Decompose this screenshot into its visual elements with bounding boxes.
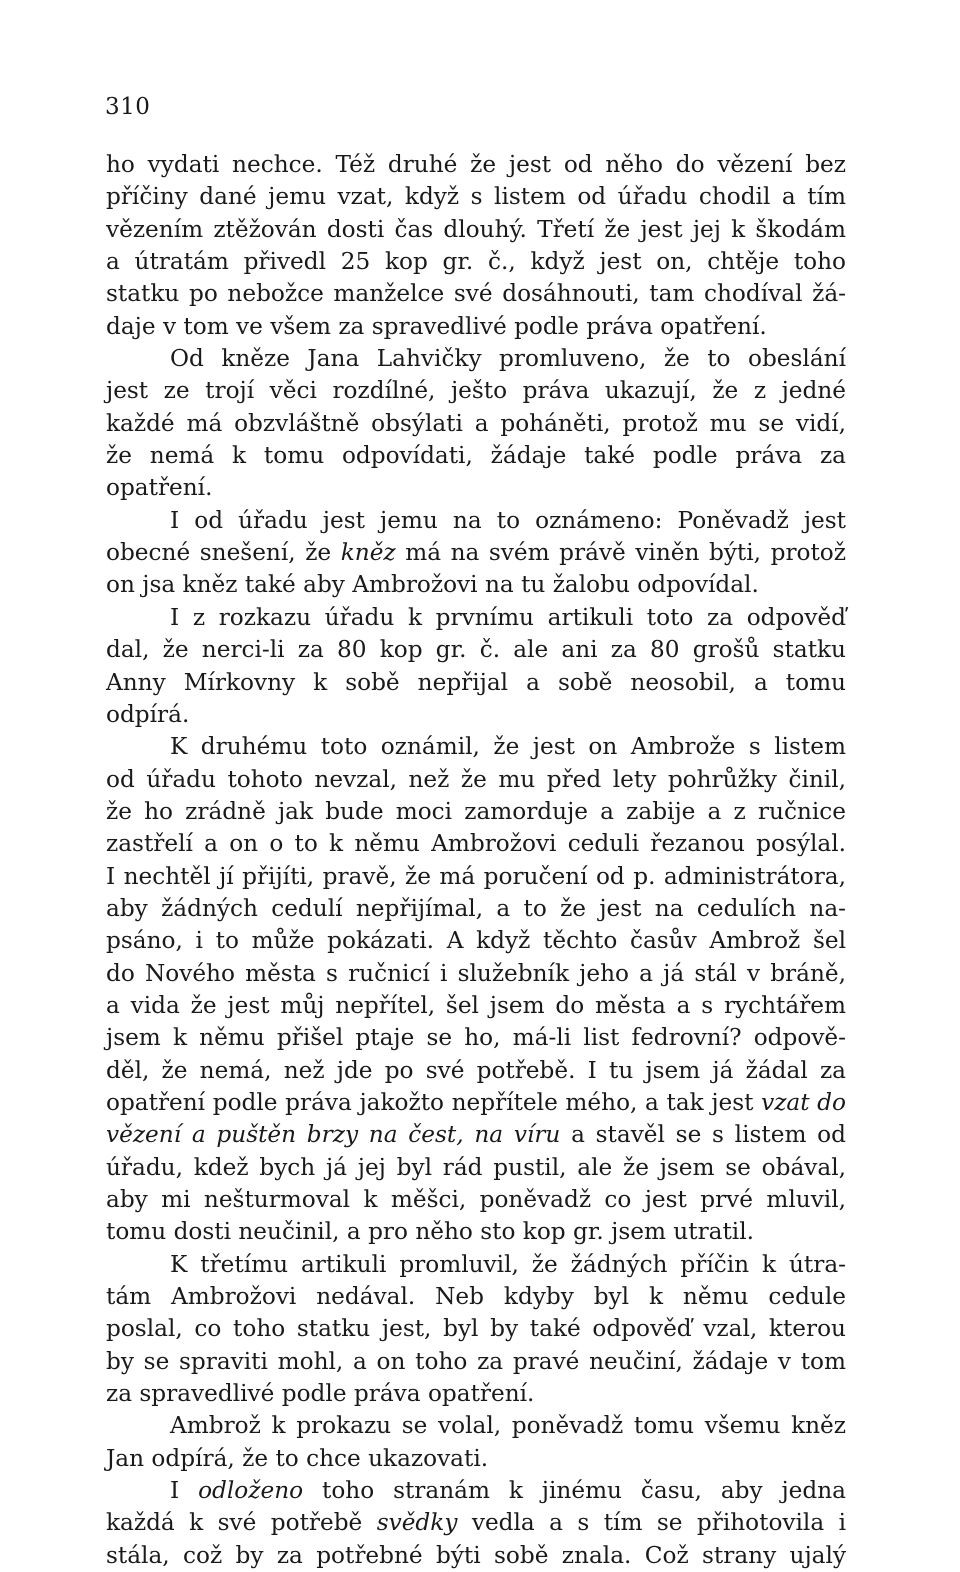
line-text: by se spraviti mohl, a on toho za pravé neučiní, žádaje v tom (106, 1347, 846, 1375)
text-line (106, 311, 846, 343)
emphasis: svědky (376, 1509, 458, 1537)
text-line (106, 958, 846, 990)
text-line (106, 1281, 846, 1313)
text-line (106, 1507, 846, 1539)
line-text: psáno, i to může pokázati. A když těchto časův Ambrož šel (106, 927, 846, 955)
text-line (106, 505, 846, 537)
line-text: vězením ztěžován dosti čas dlouhý. Třetí že jest jej k škodám (106, 215, 846, 243)
line-text: statku po nebožce manželce své dosáhnouti, tam chodíval žá- (106, 280, 846, 308)
text-line (106, 1313, 846, 1345)
text-line (106, 149, 846, 181)
line-text: I z rozkazu úřadu k prvnímu artikuli toto za odpověď (170, 603, 846, 631)
text-line (106, 1022, 846, 1054)
line-text: obecné snešení, že kněz má na svém právě viněn býti, protož (106, 539, 846, 567)
line-text: tomu dosti neučinil, a pro něho sto kop gr. jsem utratil. (106, 1218, 754, 1246)
line-text: K druhému toto oznámil, že jest on Ambrože s listem (170, 733, 846, 761)
line-text: a útratám přivedl 25 kop gr. č., když jest on, chtěje toho (106, 248, 846, 276)
line-text: aby žádných cedulí nepřijímal, a to že jest na cedulích na- (106, 894, 846, 922)
text-line (106, 699, 846, 731)
emphasis: vězení a puštěn brzy na čest, na víru (106, 1121, 561, 1149)
line-text: a vida že jest můj nepřítel, šel jsem do města a s rychtářem (106, 991, 846, 1019)
line-text: tám Ambrožovi nedával. Neb kdyby byl k němu cedule (106, 1283, 846, 1311)
text-line (106, 990, 846, 1022)
text-line (106, 861, 846, 893)
line-text: dal, že nerci-li za 80 kop gr. č. ale ani za 80 grošů statku (106, 636, 846, 664)
text-line (106, 634, 846, 666)
text-line (106, 1249, 846, 1281)
line-text: Jan odpírá, že to chce ukazovati. (106, 1444, 489, 1472)
line-text: ho vydati nechce. Též druhé že jest od něho do vězení bez (106, 151, 846, 178)
line-text: Od kněze Jana Lahvičky promluveno, že to obeslání (170, 345, 846, 373)
text-line (106, 1152, 846, 1184)
line-text: poslal, co toho statku jest, byl by také odpověď vzal, kterou (106, 1315, 846, 1343)
text-line (106, 1540, 846, 1572)
line-text: úřadu, kdež bych já jej byl rád pustil, ale že jsem se obával, (106, 1153, 846, 1181)
text-line (106, 343, 846, 375)
line-text: od úřadu tohoto nevzal, než že mu před lety pohrůžky činil, (106, 765, 846, 793)
text-line (106, 440, 846, 472)
page-number: 310 (105, 94, 151, 120)
line-text: vězení a puštěn brzy na čest, na víru a stavěl se s listem od (106, 1121, 846, 1149)
line-text: že ho zrádně jak bude moci zamorduje a zabije a z ručnice (106, 797, 846, 825)
text-line (106, 1216, 846, 1248)
text-line (106, 893, 846, 925)
line-text: stála, což by za potřebné býti sobě znala. Což strany ujalý (106, 1541, 846, 1569)
line-text: on jsa kněz také aby Ambrožovi na tu žalobu odpovídal. (106, 571, 759, 599)
text-line (106, 214, 846, 246)
line-text: Anny Mírkovny k sobě nepřijal a sobě neosobil, a tomu (106, 668, 846, 696)
emphasis: kněz (340, 539, 396, 567)
line-text: za spravedlivé podle práva opatření. (106, 1380, 535, 1408)
line-text: děl, že nemá, než jde po své potřebě. I tu jsem já žádal za (106, 1056, 846, 1084)
line-text: I nechtěl jí přijíti, pravě, že má poručení od p. administrátora, (106, 862, 846, 890)
line-text: daje v tom ve všem za spravedlivé podle práva opatření. (106, 312, 767, 340)
line-text: I odloženo toho stranám k jinému času, aby jedna (170, 1477, 847, 1505)
text-line (106, 1055, 846, 1087)
text-line (106, 1346, 846, 1378)
line-text: opatření podle práva jakožto nepřítele mého, a tak jest vzat do (106, 1088, 846, 1116)
text-line (106, 181, 846, 213)
text-line (106, 1087, 846, 1119)
text-line (106, 1119, 846, 1151)
text-line (106, 828, 846, 860)
line-text: každé má obzvláštně obsýlati a poháněti, protož mu se vidí, (106, 409, 846, 437)
line-text: K třetímu artikuli promluvil, že žádných příčin k útra- (170, 1250, 846, 1278)
text-line (106, 731, 846, 763)
line-text: jest ze trojí věci rozdílné, ješto práva ukazují, že z jedné (106, 377, 846, 405)
text-line (106, 1410, 846, 1442)
line-text: aby mi nešturmoval k měšci, poněvadž co jest prvé mluvil, (106, 1186, 846, 1213)
line-text: opatření. (106, 474, 213, 502)
text-line (106, 472, 846, 504)
text-line (106, 569, 846, 601)
text-line (106, 537, 846, 569)
line-text: každá k své potřebě svědky vedla a s tím se přihotovila i (106, 1509, 846, 1537)
line-text: zastřelí a on o to k němu Ambrožovi ceduli řezanou posýlal. (106, 830, 846, 858)
line-text: příčiny dané jemu vzat, když s listem od úřadu chodil a tím (106, 183, 846, 211)
text-line (106, 602, 846, 634)
text-line (106, 1378, 846, 1410)
text-line (106, 1184, 846, 1216)
text-line (106, 796, 846, 828)
line-text: Ambrož k prokazu se volal, poněvadž tomu všemu kněz (170, 1412, 846, 1440)
line-text: že nemá k tomu odpovídati, žádaje také podle práva za (106, 442, 846, 470)
line-text: jsem k němu přišel ptaje se ho, má-li list fedrovní? odpově- (106, 1024, 846, 1052)
text-line (106, 1475, 846, 1507)
text-line (106, 1443, 846, 1475)
body-text (106, 149, 846, 1572)
text-line (106, 764, 846, 796)
line-text: odpírá. (106, 700, 190, 728)
emphasis: odloženo (198, 1477, 304, 1505)
text-line (106, 278, 846, 310)
text-line (106, 667, 846, 699)
emphasis: vzat do (761, 1088, 846, 1116)
text-line (106, 925, 846, 957)
line-text: do Nového města s ručnicí i služebník jeho a já stál v bráně, (106, 959, 846, 987)
line-text: I od úřadu jest jemu na to oznámeno: Poněvadž jest (170, 506, 846, 534)
text-line (106, 375, 846, 407)
text-line (106, 246, 846, 278)
text-line (106, 408, 846, 440)
